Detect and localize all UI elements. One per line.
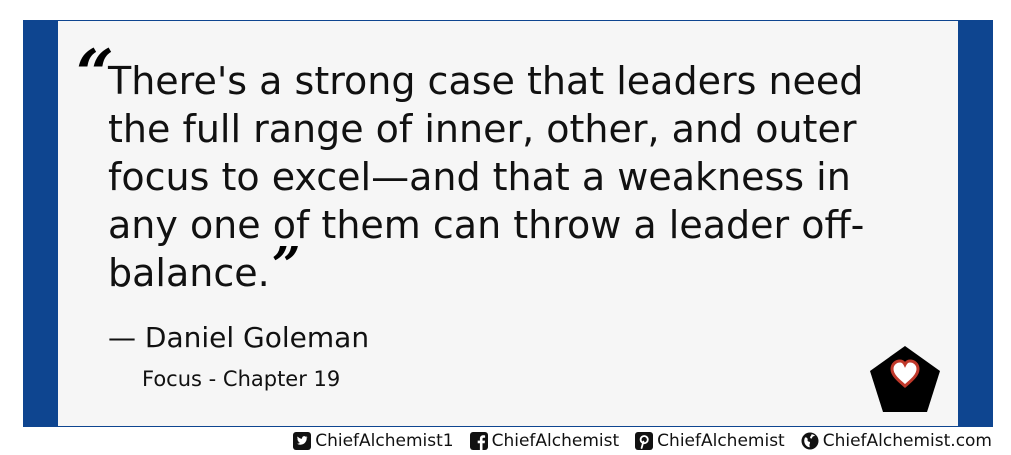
globe-icon (801, 432, 819, 450)
twitter-link[interactable] (293, 431, 453, 451)
website-link[interactable] (801, 431, 992, 451)
pentagon-heart-logo-icon (868, 344, 942, 414)
pinterest-link[interactable] (635, 431, 785, 451)
twitter-handle: ChiefAlchemist1 (315, 431, 454, 451)
quote-text: There's a strong case that leaders need the full range of inner, other, and outer focus to excel—and that a weakness in any one of them can throw a leader off-balance. (108, 59, 865, 295)
facebook-icon (470, 432, 488, 450)
facebook-link[interactable] (470, 431, 620, 451)
website-url: ChiefAlchemist.com (822, 431, 992, 451)
quote-author: — Daniel Goleman (108, 321, 370, 354)
social-footer (293, 428, 992, 454)
pinterest-icon (635, 432, 653, 450)
facebook-handle: ChiefAlchemist (491, 431, 620, 451)
close-quote-mark: ” (271, 235, 301, 294)
quote-card-content (58, 21, 958, 426)
twitter-icon (293, 432, 311, 450)
pinterest-handle: ChiefAlchemist (657, 431, 785, 451)
quote-text-block (108, 57, 928, 297)
quote-card (23, 20, 993, 427)
quote-source: Focus - Chapter 19 (142, 367, 341, 391)
open-quote-mark: “ (76, 35, 114, 113)
